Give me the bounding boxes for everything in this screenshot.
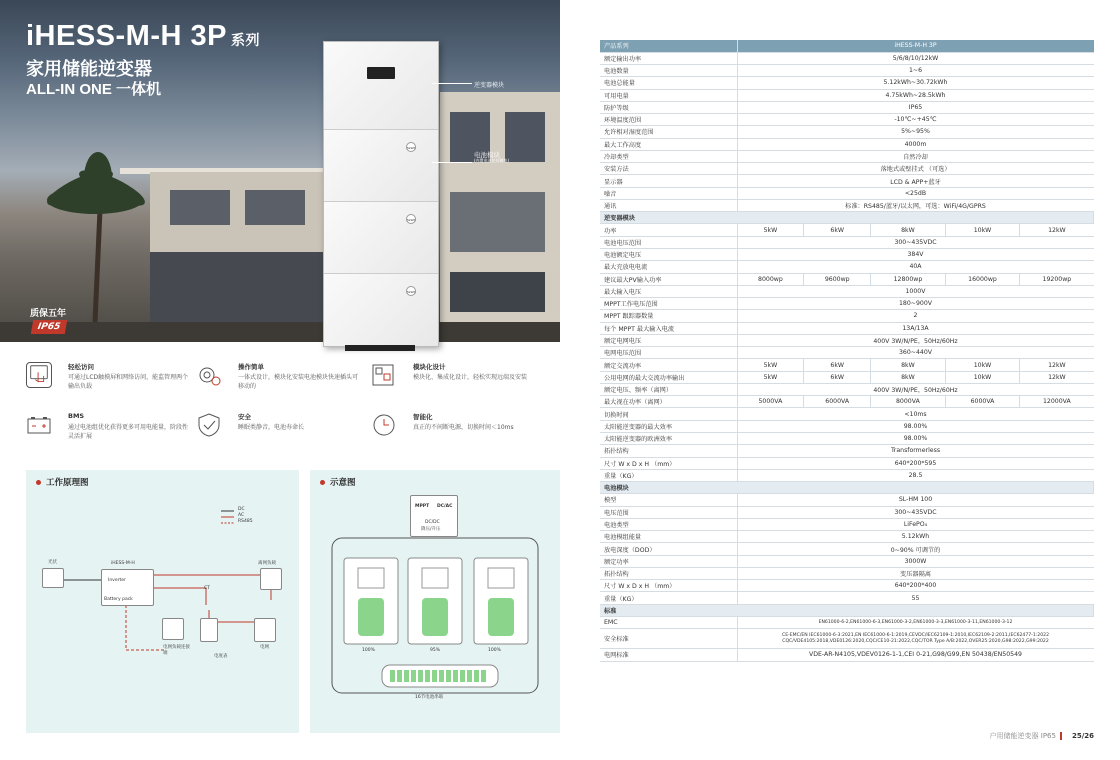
spec-row bbox=[600, 396, 1094, 408]
modules-icon bbox=[371, 362, 397, 388]
spec-row bbox=[600, 65, 1094, 77]
spec-row bbox=[600, 555, 1094, 567]
shield-icon bbox=[196, 412, 222, 438]
spec-row bbox=[600, 175, 1094, 187]
spec-section-row bbox=[600, 604, 1094, 616]
module-badge: 5kWh bbox=[406, 214, 416, 224]
spec-value: 28.5 bbox=[737, 469, 1094, 481]
callout-line bbox=[432, 162, 472, 163]
spec-key: 安装方法 bbox=[600, 163, 737, 175]
spec-value: <25dB bbox=[737, 187, 1094, 199]
ongrid-load-icon bbox=[162, 618, 184, 640]
spec-row bbox=[600, 359, 1094, 371]
meter-label: 电度表 bbox=[214, 654, 228, 659]
spec-value: 8kW bbox=[871, 359, 946, 371]
feature-desc: 一体式设计，模块化安装电池模块快速插头可移动的 bbox=[238, 374, 359, 390]
spec-key: 电池额定电压 bbox=[600, 249, 737, 261]
spec-value: 6kW bbox=[804, 224, 871, 236]
spec-value: 8kW bbox=[871, 224, 946, 236]
offgrid-load-icon bbox=[260, 568, 282, 590]
spec-key: 额定功率 bbox=[600, 555, 737, 567]
spec-key: 最大充放电电流 bbox=[600, 261, 737, 273]
schematic-panel bbox=[310, 470, 560, 733]
right-page bbox=[560, 0, 1120, 760]
spec-value: 10kW bbox=[945, 371, 1020, 383]
spec-key: 额定电网电压 bbox=[600, 334, 737, 346]
spec-value: 6kW bbox=[804, 359, 871, 371]
spec-key: MPPT工作电压范围 bbox=[600, 298, 737, 310]
spec-key: 电池电压范围 bbox=[600, 236, 737, 248]
page-footer bbox=[990, 731, 1094, 741]
spec-value: 40A bbox=[737, 261, 1094, 273]
spec-key: 每个 MPPT 最大输入电流 bbox=[600, 322, 737, 334]
spec-row bbox=[600, 347, 1094, 359]
spec-key: 可用电量 bbox=[600, 89, 737, 101]
inverter-unit bbox=[101, 569, 154, 606]
spec-key: 电网标准 bbox=[600, 649, 737, 661]
legend-ac: AC bbox=[238, 513, 245, 518]
meter-icon bbox=[200, 618, 218, 642]
spec-row bbox=[600, 629, 1094, 649]
all-in-one-label: ALL-IN ONE 一体机 bbox=[26, 81, 161, 98]
battery-pack-label: Battery pack bbox=[104, 597, 133, 602]
spec-row bbox=[600, 567, 1094, 579]
spec-key: 冷却类型 bbox=[600, 150, 737, 162]
spec-value: 5kW bbox=[737, 224, 804, 236]
battery-level: 100% bbox=[362, 648, 375, 653]
spec-key: 拓扑结构 bbox=[600, 567, 737, 579]
spec-row bbox=[600, 420, 1094, 432]
spec-row bbox=[600, 469, 1094, 481]
spec-value: 300~435VDC bbox=[737, 236, 1094, 248]
callout-line bbox=[432, 83, 472, 84]
spec-value: 5kW bbox=[737, 359, 804, 371]
spec-value: 10kW bbox=[945, 359, 1020, 371]
spec-row bbox=[600, 322, 1094, 334]
spec-row bbox=[600, 616, 1094, 628]
spec-value: IP65 bbox=[737, 101, 1094, 113]
spec-value: 12kW bbox=[1020, 224, 1094, 236]
feature-item bbox=[196, 410, 361, 452]
spec-value: -10℃~+45℃ bbox=[737, 114, 1094, 126]
spec-value: 4000m bbox=[737, 138, 1094, 150]
spec-key: EMC bbox=[600, 616, 737, 628]
spec-key: 安全标准 bbox=[600, 629, 737, 649]
spec-value: 5/6/8/10/12kW bbox=[737, 52, 1094, 64]
spec-value: 640*200*400 bbox=[737, 580, 1094, 592]
pv-label: 光伏 bbox=[48, 560, 57, 565]
spec-value: 5000VA bbox=[737, 396, 804, 408]
spec-value: 360~440V bbox=[737, 347, 1094, 359]
spec-row bbox=[600, 236, 1094, 248]
product-title: iHESS-M-H 3P 系列 bbox=[26, 20, 260, 52]
spec-row bbox=[600, 187, 1094, 199]
spec-key: 功率 bbox=[600, 224, 737, 236]
feature-item bbox=[371, 360, 536, 402]
spec-key: 通讯 bbox=[600, 199, 737, 211]
spec-value: 变压器隔离 bbox=[737, 567, 1094, 579]
spec-key: 太阳能逆变器的欧洲效率 bbox=[600, 433, 737, 445]
spec-row bbox=[600, 334, 1094, 346]
spec-row bbox=[600, 285, 1094, 297]
spec-key: 重量（KG） bbox=[600, 592, 737, 604]
inverter-label: iHESS-M-H bbox=[111, 561, 135, 566]
spec-row bbox=[600, 199, 1094, 211]
spec-row bbox=[600, 52, 1094, 64]
spec-key: 最大工作高度 bbox=[600, 138, 737, 150]
feature-desc: 睡眠类静音，电池寿命长 bbox=[238, 424, 305, 431]
legend-rs485: RS485 bbox=[238, 519, 253, 524]
spec-row bbox=[600, 114, 1094, 126]
footer-label: 户用储能逆变器 IP65 bbox=[989, 732, 1056, 740]
spec-value-line: CE-EMC/EN IEC61000-6-3:2021,EN IEC61000-6-1:2019,CEVDC/IEC62109-1:2010,IEC62109-2:2011,IEC62477-1:2022 bbox=[781, 632, 1050, 638]
spec-value: 9600wp bbox=[804, 273, 871, 285]
spec-value-line: CQC/VDE4105:2018,VDE0126:2020,CQC/CE10-21:2022,CQC/TOR Type A/B:2022,OVER25:2020,G98:2022,G99:2022 bbox=[782, 638, 1049, 644]
spec-row bbox=[600, 383, 1094, 395]
dcac-label: DC/AC bbox=[437, 504, 453, 509]
spec-key: 切换时间 bbox=[600, 408, 737, 420]
spec-key: 额定交流功率 bbox=[600, 359, 737, 371]
spec-row bbox=[600, 518, 1094, 530]
feature-desc: 通过电池组优化获得更多可用电能量，阶段性灵活扩展 bbox=[68, 424, 189, 440]
spec-value: 300~435VDC bbox=[737, 506, 1094, 518]
spec-value: <10ms bbox=[737, 408, 1094, 420]
house-building bbox=[150, 172, 325, 322]
spec-value: VDE-AR-N4105,VDEV0126-1-1,CEI 0-21,G98/G99,EN 50438/EN50549 bbox=[737, 649, 1094, 661]
spec-key: 拓扑结构 bbox=[600, 445, 737, 457]
spec-value: 384V bbox=[737, 249, 1094, 261]
spec-value: 8000wp bbox=[737, 273, 804, 285]
spec-value: 16000wp bbox=[945, 273, 1020, 285]
spec-value: 5.12kWh bbox=[737, 531, 1094, 543]
spec-section-title: 电池模块 bbox=[600, 482, 1094, 494]
spec-key: 噪音 bbox=[600, 187, 737, 199]
spec-key: 防护等级 bbox=[600, 101, 737, 113]
spec-value: 400V 3W/N/PE，50Hz/60Hz bbox=[737, 334, 1094, 346]
feature-title: 操作简单 bbox=[238, 363, 264, 371]
spec-value: EN61000-6-2,EN61000-6-3,EN61000-3-2,EN61000-3-3,EN61000-3-11,EN61000-3-12 bbox=[737, 616, 1094, 628]
product-cabinet bbox=[323, 41, 439, 347]
spec-row bbox=[600, 150, 1094, 162]
page-number: 25/26 bbox=[1071, 732, 1094, 740]
ip65-badge: IP65 bbox=[31, 320, 67, 334]
spec-key: 电网电压范围 bbox=[600, 347, 737, 359]
spec-key: 建议最大PV输入功率 bbox=[600, 273, 737, 285]
feature-item bbox=[371, 410, 536, 452]
spec-row bbox=[600, 506, 1094, 518]
spec-header-value: iHESS-M-H 3P bbox=[737, 40, 1094, 52]
panel-title: 工作原理图 bbox=[36, 476, 89, 488]
spec-row bbox=[600, 163, 1094, 175]
touch-icon bbox=[26, 362, 52, 388]
spec-row bbox=[600, 445, 1094, 457]
spec-value: 6000VA bbox=[945, 396, 1020, 408]
spec-key: 太阳能逆变器的最大效率 bbox=[600, 420, 737, 432]
spec-row bbox=[600, 261, 1094, 273]
spec-key: 环境温度范围 bbox=[600, 114, 737, 126]
spec-row bbox=[600, 580, 1094, 592]
spec-value: 1000V bbox=[737, 285, 1094, 297]
spec-key: 公用电网的最大交流功率输出 bbox=[600, 371, 737, 383]
spec-value: 5.12kWh~30.72kWh bbox=[737, 77, 1094, 89]
spec-row bbox=[600, 77, 1094, 89]
spec-row bbox=[600, 543, 1094, 555]
spec-value: 5kW bbox=[737, 371, 804, 383]
spec-value: 400V 3W/N/PE，50Hz/60Hz bbox=[737, 383, 1094, 395]
spec-value: Transformerless bbox=[737, 445, 1094, 457]
palm-tree-icon bbox=[40, 150, 150, 322]
dcdc-sub-label: 降压/升压 bbox=[421, 527, 441, 532]
battery-level: 95% bbox=[430, 648, 441, 653]
spec-row bbox=[600, 101, 1094, 113]
spec-value: 5%~95% bbox=[737, 126, 1094, 138]
spec-key: 电池模组能量 bbox=[600, 531, 737, 543]
working-principle-panel bbox=[26, 470, 299, 733]
battery-level: 100% bbox=[488, 648, 501, 653]
spec-value bbox=[737, 629, 1094, 649]
feature-title: 智能化 bbox=[413, 413, 433, 421]
spec-value: 12kW bbox=[1020, 371, 1094, 383]
spec-key: 额定电压、频率（离网） bbox=[600, 383, 737, 395]
spec-header-row bbox=[600, 40, 1094, 52]
spec-value: 180~900V bbox=[737, 298, 1094, 310]
spec-value: 4.75kWh~28.5kWh bbox=[737, 89, 1094, 101]
spec-row bbox=[600, 249, 1094, 261]
spec-value: 0~90% 可调节的 bbox=[737, 543, 1094, 555]
module-badge: 5kWh bbox=[406, 142, 416, 152]
battery-icon bbox=[26, 412, 52, 438]
background-building bbox=[440, 92, 560, 322]
spec-row bbox=[600, 310, 1094, 322]
spec-value: 自然冷却 bbox=[737, 150, 1094, 162]
spec-value: 10kW bbox=[945, 224, 1020, 236]
spec-key: 电池总能量 bbox=[600, 77, 737, 89]
inverter-module bbox=[324, 42, 438, 130]
spec-key: 允许相对湿度范围 bbox=[600, 126, 737, 138]
feature-item bbox=[26, 410, 191, 452]
battery-module bbox=[324, 202, 438, 274]
spec-section-row bbox=[600, 212, 1094, 224]
panel-title: 示意图 bbox=[320, 476, 356, 488]
spec-value: LCD & APP+蓝牙 bbox=[737, 175, 1094, 187]
spec-row bbox=[600, 433, 1094, 445]
dcdc-label: DC/DC bbox=[425, 520, 440, 525]
wiring-diagram bbox=[26, 470, 299, 733]
spec-value: 1~6 bbox=[737, 65, 1094, 77]
spec-section-title: 标准 bbox=[600, 604, 1094, 616]
spec-row bbox=[600, 224, 1094, 236]
spec-key: 最大输入电压 bbox=[600, 285, 737, 297]
feature-desc: 模块化、集成化设计，轻松实现远端及安装 bbox=[413, 374, 528, 381]
spec-key: 模型 bbox=[600, 494, 737, 506]
spec-row bbox=[600, 592, 1094, 604]
spec-key: 最大视在功率（离网） bbox=[600, 396, 737, 408]
callout-battery: 电池模块 bbox=[474, 151, 500, 159]
spec-key: MPPT 跟踪器数量 bbox=[600, 310, 737, 322]
ct-label: CT bbox=[204, 586, 210, 591]
series-label: 16节电池串联 bbox=[415, 695, 444, 700]
product-subtitle: 家用储能逆变器 bbox=[26, 59, 152, 80]
feature-desc: 可通过LCD触摸屏和网络访问，能监管理两个输出负载 bbox=[68, 374, 189, 390]
spec-row bbox=[600, 138, 1094, 150]
spec-value: 98.00% bbox=[737, 433, 1094, 445]
spec-value: 12000VA bbox=[1020, 396, 1094, 408]
spec-row bbox=[600, 408, 1094, 420]
feature-title: 安全 bbox=[238, 413, 251, 421]
mppt-label: MPPT bbox=[415, 504, 430, 509]
callout-battery-sub: (内置电池包装模块) bbox=[474, 158, 510, 163]
spec-row bbox=[600, 649, 1094, 661]
spec-row bbox=[600, 371, 1094, 383]
spec-value: 8000VA bbox=[871, 396, 946, 408]
cabinet-base bbox=[345, 345, 415, 351]
spec-value: 3000W bbox=[737, 555, 1094, 567]
spec-row bbox=[600, 531, 1094, 543]
spec-key: 显示器 bbox=[600, 175, 737, 187]
spec-key: 电池数量 bbox=[600, 65, 737, 77]
gear-icon bbox=[196, 362, 222, 388]
spec-key: 额定输出功率 bbox=[600, 52, 737, 64]
grid-tower-icon bbox=[254, 618, 276, 642]
legend-dc: DC bbox=[238, 507, 245, 512]
ground bbox=[0, 322, 560, 342]
lcd-screen bbox=[367, 67, 395, 79]
spec-section-title: 逆变器模块 bbox=[600, 212, 1094, 224]
spec-value: 640*200*595 bbox=[737, 457, 1094, 469]
spec-key: 重量（KG） bbox=[600, 469, 737, 481]
spec-key: 电池类型 bbox=[600, 518, 737, 530]
spec-row bbox=[600, 457, 1094, 469]
spec-value: LiFePO₄ bbox=[737, 518, 1094, 530]
feature-item bbox=[26, 360, 191, 402]
spec-value: SL-HM 100 bbox=[737, 494, 1094, 506]
spec-row bbox=[600, 494, 1094, 506]
spec-value: 6kW bbox=[804, 371, 871, 383]
battery-module bbox=[324, 130, 438, 202]
spec-value: 98.00% bbox=[737, 420, 1094, 432]
spec-value: 19200wp bbox=[1020, 273, 1094, 285]
feature-desc: 真正的不间断电源，切换时间＜10ms bbox=[413, 424, 514, 431]
spec-row bbox=[600, 126, 1094, 138]
spec-key: 电压范围 bbox=[600, 506, 737, 518]
spec-value: 6000VA bbox=[804, 396, 871, 408]
feature-item bbox=[196, 360, 361, 402]
grid-label: 电网 bbox=[260, 645, 269, 650]
spec-table bbox=[600, 40, 1094, 662]
spec-value: 落地式或壁挂式 （可选） bbox=[737, 163, 1094, 175]
spec-value: 2 bbox=[737, 310, 1094, 322]
spec-value: 12800wp bbox=[871, 273, 946, 285]
spec-value: 标准：RS485/蓝牙/以太网，可选：WiFi/4G/GPRS bbox=[737, 199, 1094, 211]
callout-inverter: 逆变器模块 bbox=[474, 82, 505, 89]
spec-value: 55 bbox=[737, 592, 1094, 604]
spec-header-key: 产品系列 bbox=[600, 40, 737, 52]
feature-title: 模块化设计 bbox=[413, 363, 446, 371]
warranty-badge bbox=[30, 306, 70, 336]
feature-title: BMS bbox=[68, 412, 85, 420]
ongrid-load-label: 电网负载连接端 bbox=[163, 645, 190, 656]
spec-value: 12kW bbox=[1020, 359, 1094, 371]
load-label: 离网负载 bbox=[258, 561, 276, 566]
clock-icon bbox=[371, 412, 397, 438]
battery-module bbox=[324, 274, 438, 346]
spec-row bbox=[600, 273, 1094, 285]
inverter-sub-label: Inverter bbox=[108, 578, 126, 583]
module-badge: 5kWh bbox=[406, 286, 416, 296]
spec-key: 放电深度（DOD） bbox=[600, 543, 737, 555]
spec-key: 尺寸 W x D x H （mm） bbox=[600, 580, 737, 592]
spec-value: 8kW bbox=[871, 371, 946, 383]
spec-value: 13A/13A bbox=[737, 322, 1094, 334]
feature-list bbox=[26, 360, 546, 450]
warranty-text: 质保五年 bbox=[30, 309, 67, 319]
spec-section-row bbox=[600, 482, 1094, 494]
pv-panel-icon bbox=[42, 568, 64, 588]
spec-key: 尺寸 W x D x H （mm） bbox=[600, 457, 737, 469]
feature-title: 轻松访问 bbox=[68, 363, 94, 371]
spec-row bbox=[600, 89, 1094, 101]
spec-row bbox=[600, 298, 1094, 310]
